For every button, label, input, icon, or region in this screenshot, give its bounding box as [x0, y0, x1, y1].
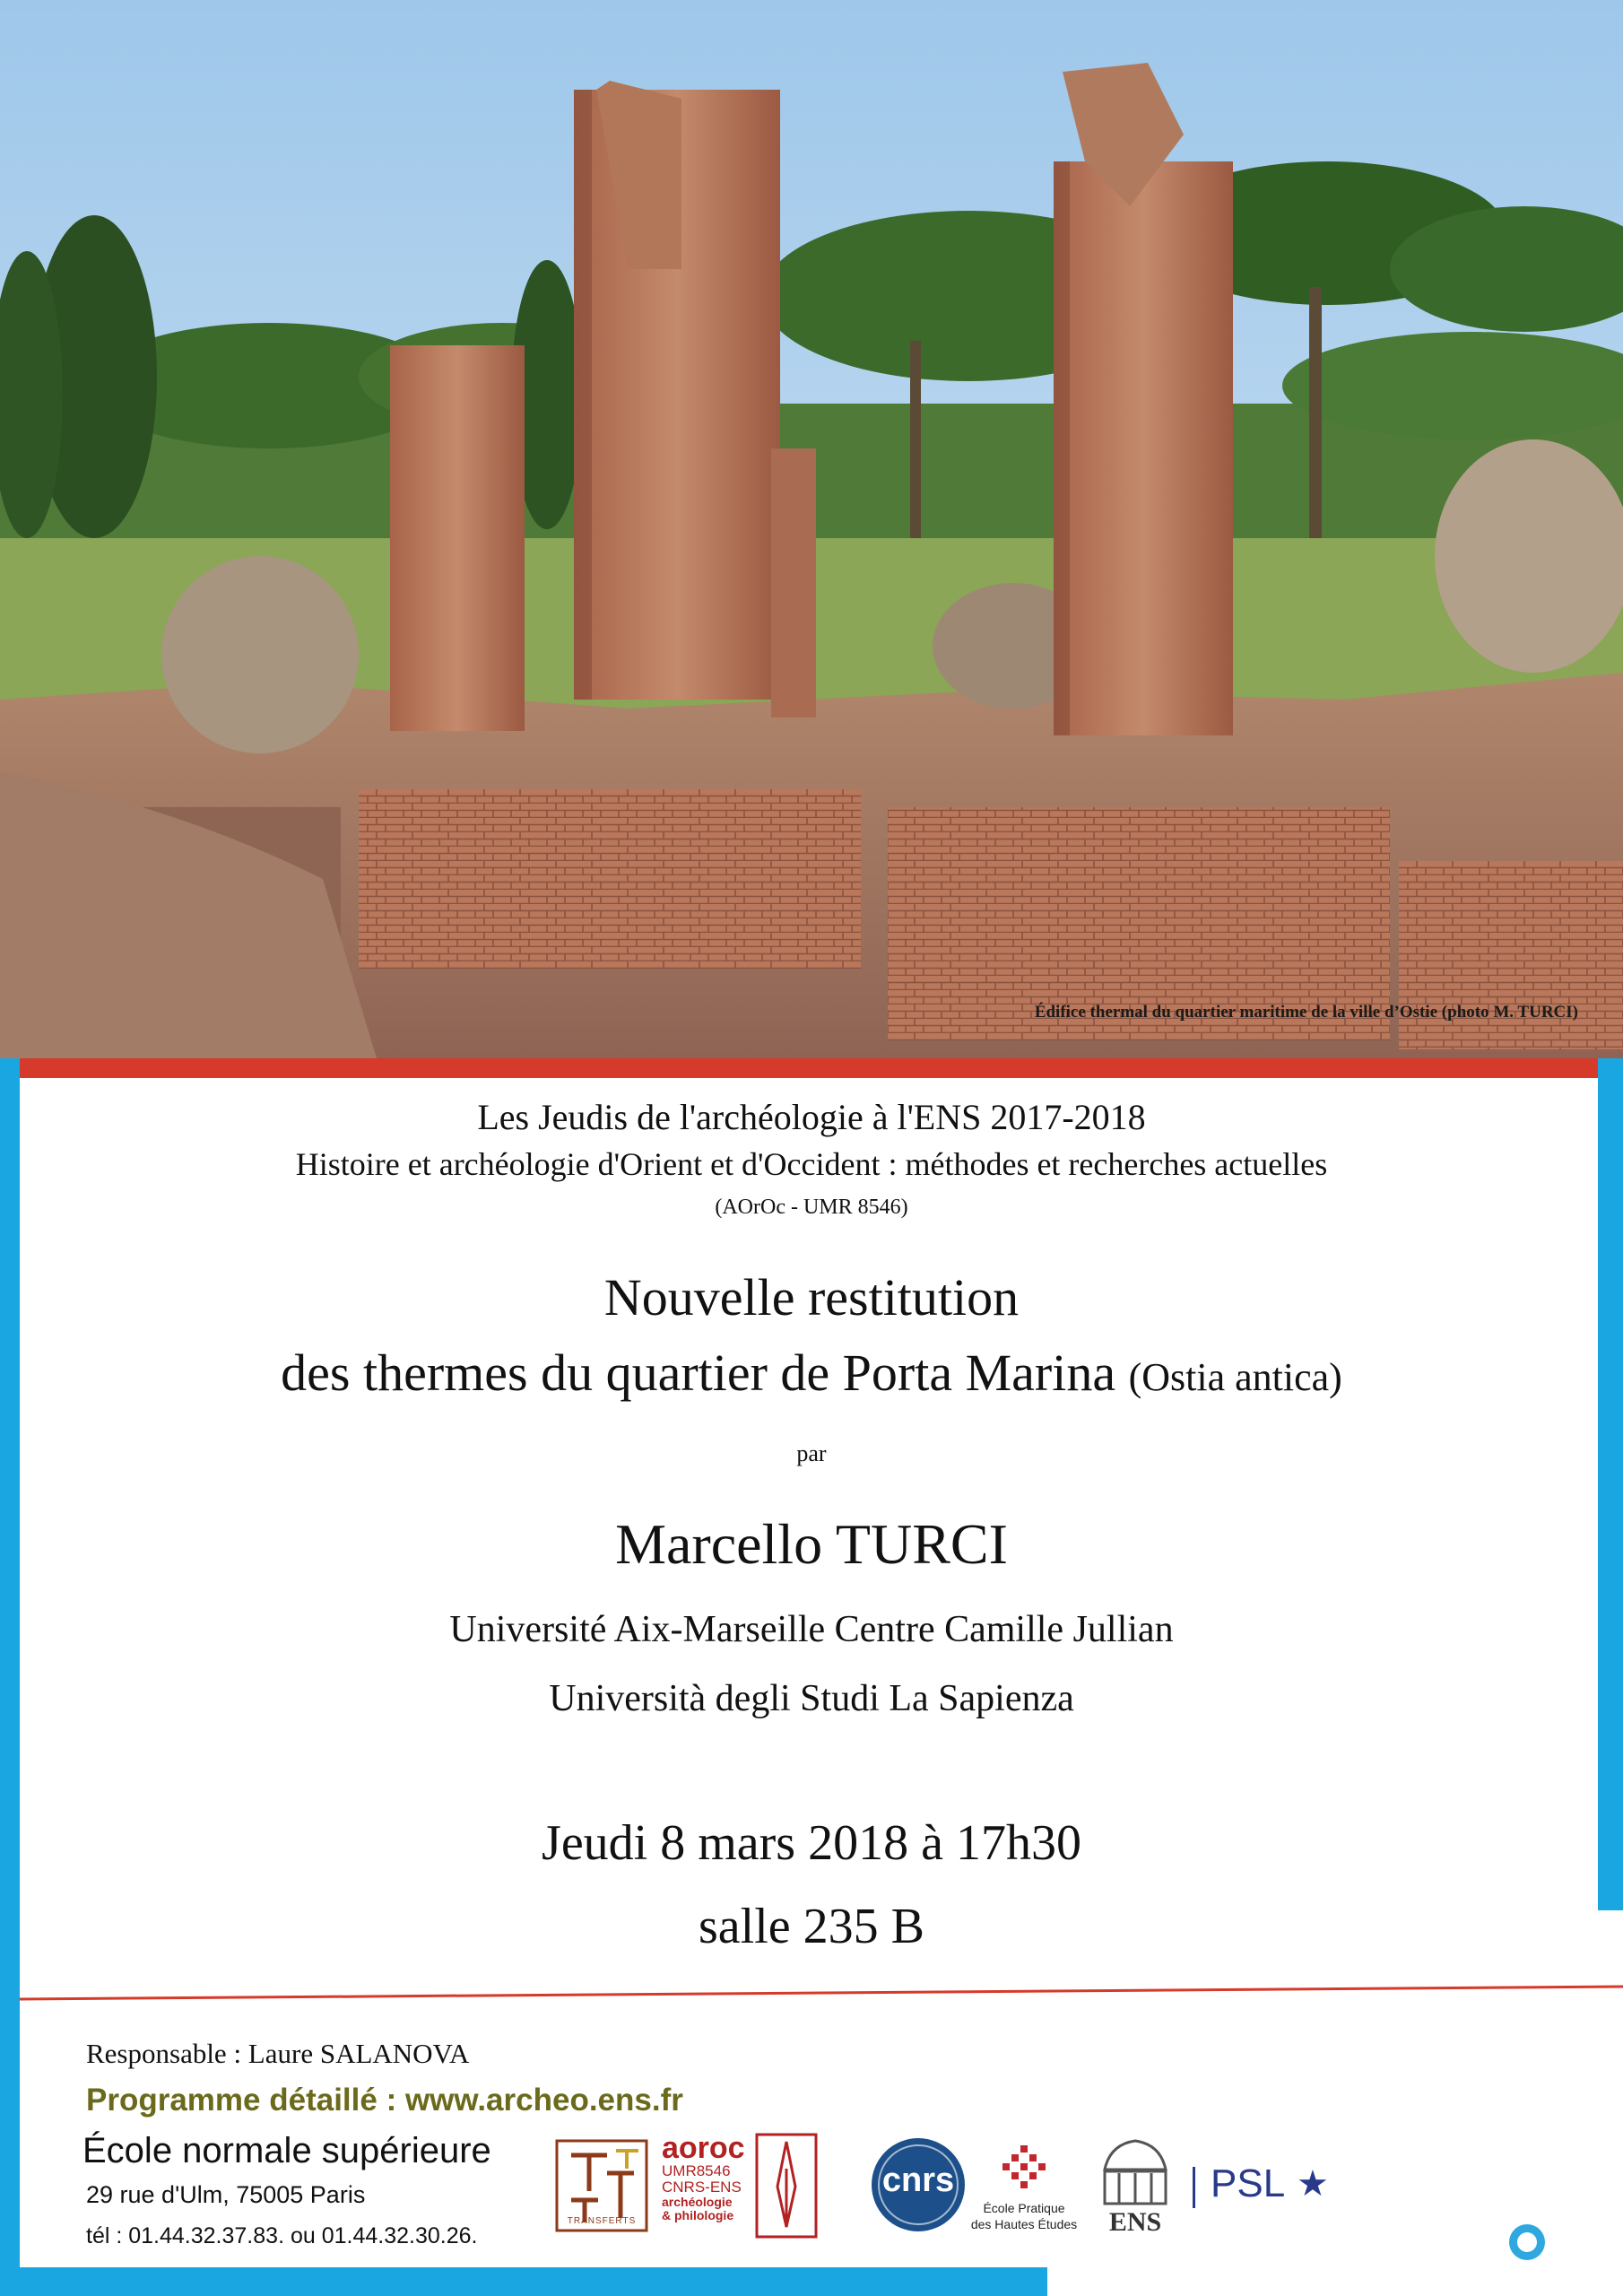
programme-link[interactable]: Programme détaillé : www.archeo.ens.fr: [86, 2083, 683, 2118]
aoroc-pen-icon: [755, 2133, 818, 2239]
affiliation-1: Université Aix-Marseille Centre Camille Jullian: [449, 1609, 1174, 1650]
cnrs-text: cnrs: [881, 2161, 955, 2199]
psl-star-icon: ★: [1297, 2163, 1329, 2205]
talk-title-place: (Ostia antica): [1128, 1355, 1342, 1399]
transferts-text: TRANSFERTS: [567, 2216, 637, 2226]
ruins-photo: [0, 0, 1623, 1058]
psl-logo: [1193, 2161, 1345, 2215]
talk-title: [0, 1260, 1623, 1415]
event-room: salle 235 B: [699, 1899, 924, 1954]
aoroc-line3: CNRS-ENS: [662, 2179, 742, 2196]
talk-title-line2: [0, 1335, 1623, 1415]
ens-logo: [1092, 2137, 1178, 2240]
psl-text: PSL: [1211, 2161, 1286, 2205]
series-subtitle: Histoire et archéologie d'Orient et d'Occident : méthodes et recherches actuelles: [295, 1146, 1328, 1182]
responsable: Responsable : Laure SALANOVA: [86, 2038, 470, 2069]
aoroc-line2: UMR8546: [662, 2162, 731, 2179]
affiliation-2: Università degli Studi La Sapienza: [549, 1678, 1074, 1719]
ephe-line1: École Pratique: [983, 2201, 1065, 2215]
par-label: par: [796, 1440, 827, 1466]
series-title: Les Jeudis de l'archéologie à l'ENS 2017-2018: [477, 1097, 1146, 1137]
red-divider-bottom: [20, 1978, 1623, 2005]
frame-bottom-bar: [0, 2267, 1047, 2296]
ephe-line2: des Hautes Études: [970, 2217, 1078, 2231]
event-date: Jeudi 8 mars 2018 à 17h30: [542, 1815, 1081, 1871]
accessibility-icon[interactable]: [1509, 2224, 1545, 2260]
ephe-diamond-icon: [997, 2144, 1051, 2197]
aoroc-line4: archéologie: [662, 2195, 733, 2209]
ephe-logo: [970, 2144, 1078, 2242]
aoroc-name: aoroc: [662, 2131, 745, 2165]
school-phone: tél : 01.44.32.37.83. ou 01.44.32.30.26.: [86, 2223, 478, 2248]
photo-caption: Édifice thermal du quartier maritime de la ville d’Ostie (photo M. TURCI): [1034, 1003, 1578, 1022]
psl-divider: [1193, 2167, 1195, 2208]
aoroc-logo: [662, 2133, 819, 2240]
talk-title-main: des thermes du quartier de Porta Marina: [281, 1344, 1116, 1402]
ens-building-icon: [1092, 2137, 1178, 2207]
speaker-name: Marcello TURCI: [615, 1512, 1008, 1576]
talk-title-line1: Nouvelle restitution: [603, 1268, 1020, 1326]
aoroc-line5: & philologie: [662, 2208, 734, 2222]
ens-text: ENS: [1108, 2207, 1162, 2237]
transferts-logo: [553, 2137, 650, 2234]
research-unit: (AOrOc - UMR 8546): [715, 1196, 908, 1219]
school-name: École normale supérieure: [82, 2131, 491, 2170]
school-address: 29 rue d'Ulm, 75005 Paris: [86, 2181, 366, 2208]
red-divider-top: [20, 1058, 1598, 1078]
cnrs-logo: [870, 2136, 967, 2233]
